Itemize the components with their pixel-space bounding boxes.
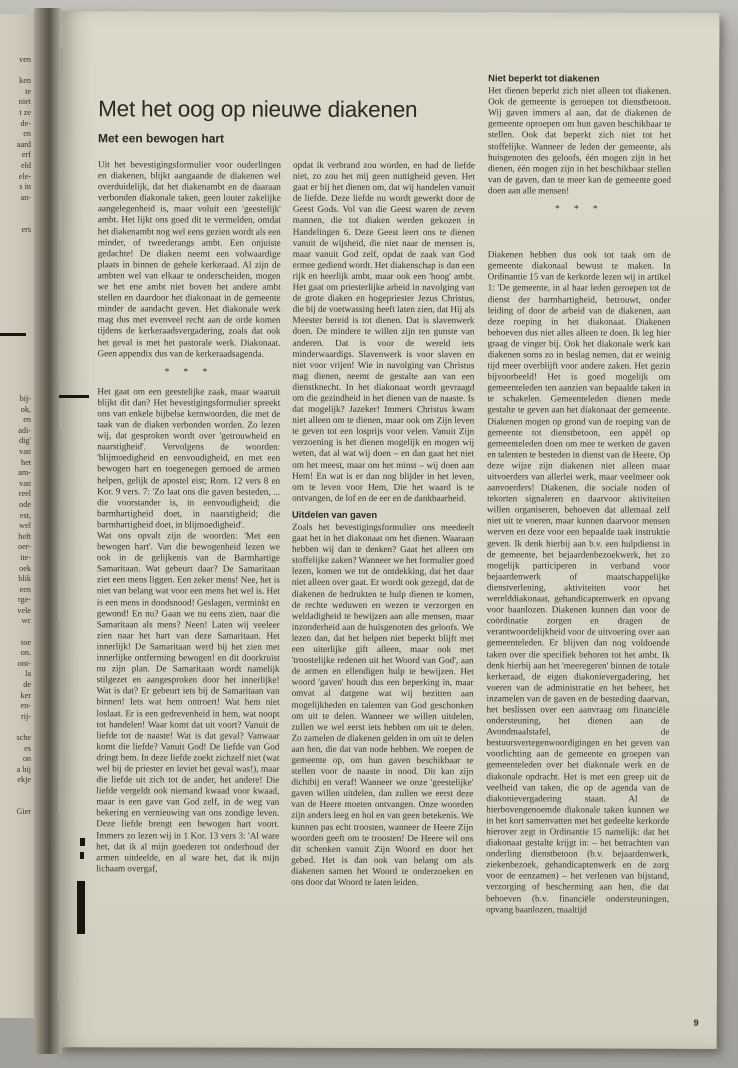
edge-text-fragment [0, 352, 34, 363]
edge-text-fragment: de- [20, 118, 31, 128]
edge-text-fragment: van [19, 446, 31, 456]
edge-text-fragment: ken [19, 76, 31, 86]
edge-text-fragment: on [22, 754, 31, 764]
scan-artifact-bar [77, 881, 85, 934]
edge-text-fragment [0, 66, 34, 77]
edge-text-fragment: ont- [17, 658, 31, 668]
adjacent-page-edge [0, 14, 34, 1018]
section-heading: Uitdelen van gaven [292, 508, 378, 520]
edge-text-fragment [0, 309, 34, 320]
edge-text-fragment: wc [21, 616, 31, 626]
page-number: 9 [693, 1017, 699, 1028]
edge-text-fragment: aard [16, 139, 31, 149]
edge-text-fragment [0, 320, 34, 331]
edge-text-fragment: niet [18, 97, 31, 107]
edge-text-fragment: heft [18, 531, 31, 541]
edge-text-fragment [0, 627, 34, 638]
edge-text-fragment [0, 299, 34, 310]
article-title: Met het oog op nieuwe diakenen [98, 96, 418, 123]
edge-text-fragment: ers [21, 224, 31, 234]
edge-text-fragment: est, [19, 510, 31, 520]
edge-text-fragment: ekje [17, 775, 31, 785]
edge-text-fragment [0, 256, 34, 267]
section-separator: * * * [164, 367, 214, 378]
paragraph: Het gaat om een geestelijke zaak, maar waaruit blijkt dit dan? Het bevestigingsformulier spreekt ons van enkele bijbelse kernwoorden, die met de taak van de diaken verbonden worden. Zo lezen wij, dat gesproken wordt over 'getrouwheid en naarstigheid'. Vervolgens de woorden: 'blijmoedigheid en eenvoudigheid, en met een bewogen hart en toegenegen gemoed de armen helpen, gelijk de apostel eist; Rom. 12 vers 8 en Kor. 9 vers. 7: 'Zo laat ons die gaven besteden, ... die voorstander is, in eenvoudigheid; die barmhartigheid doet, in naarstigheid; die barmhartigheid doet, in blijmoedigheid'. [97, 386, 281, 530]
book-gutter-shadow [34, 8, 62, 1054]
text-column-3 [486, 72, 671, 915]
edge-text-fragment [0, 373, 34, 384]
edge-text-fragment: reel [18, 489, 31, 499]
edge-text-fragment: s in [19, 182, 31, 192]
edge-text-fragment [0, 214, 34, 225]
edge-text-fragment [0, 722, 34, 733]
edge-text-fragment: oer- [17, 542, 31, 552]
edge-text-fragment: la [25, 669, 31, 679]
edge-text-fragment: blik [18, 574, 31, 584]
edge-text-fragment: a bij [16, 764, 31, 774]
spacer [488, 223, 671, 249]
edge-text-fragment [0, 383, 34, 394]
section-heading: Niet beperkt tot diakenen [488, 72, 600, 84]
paragraph: Het dienen beperkt zich niet alleen tot diakenen. Ook de gemeente is geroepen tot dienstbetoon. Wij gaven immers al aan, dat de diakenen de gemeente oproepen om hun gaven beschikbaar te stellen. Ook dat beperkt zich niet tot het stoffelijke. Wanneer de leden der gemeente, als huisgenoten des geloofs, één mogen zijn in het dienen, één mogen zijn in het beschikbaar stellen van de gaven, dan te meer kan de gemeente goed doen aan alle mensen! [487, 85, 672, 196]
edge-text-fragment [0, 235, 34, 246]
edge-text-fragment: rij- [20, 711, 31, 721]
edge-text-fragment [0, 362, 34, 373]
edge-text-fragment [0, 341, 34, 352]
edge-text-fragment: es [24, 743, 31, 753]
article-header [98, 96, 475, 146]
edge-text-fragment: Gier [16, 807, 31, 817]
edge-text-fragment: ok, [20, 404, 31, 414]
edge-text-fragment: dig' [19, 436, 31, 446]
edge-text-fragment: van [19, 478, 31, 488]
edge-text-fragment: toe [20, 637, 31, 647]
edge-text-fragment: ven [19, 55, 31, 64]
magazine-page [59, 11, 720, 1049]
edge-text-fragment [0, 786, 34, 797]
edge-text-fragment: bij- [19, 394, 31, 403]
edge-text-fragment: oek [19, 563, 31, 573]
paragraph: Uit het bevestigingsformulier voor ouderlingen en diakenen, blijkt aangaande de diakenen wel overduidelijk, dat het diakenambt en de daaraan verbonden diakonale taken, geen louter zakelijke aangelegenheid is, maar voluit een 'geestelijk' ambt. Het lijkt ons goed dit te vermelden, omdat het diakenambt nog wel eens gezien wordt als een minder, of tweederangs ambt. Een onjuiste gedachte! De diaken neemt een volwaardige plaats in binnen de gehele kerkeraad. Al zijn de ambten wel van elkaar te onderscheiden, mogen we het ene ambt niet boven het andere ambt stellen en daardoor het diakonaat in de gemeente minder de aandacht geven. Het diakonale werk mag dus met evenveel recht aan de orde komen tijdens de kerkeraadsvergadering, zoals dat ook het geval is met het pastorale werk. Diakonaat. Geen appendix dus van de kerkeraadsagenda. [97, 159, 281, 359]
paragraph: Diakenen hebben dus ook tot taak om de gemeente diakonaal bewust te maken. In Ordinantie 15 van de kerkorde lezen wij in artikel 1: 'De gemeente, in al haar leden geroepen tot de dienst der barmhartigheid, betrouwt, onder leiding of door de arbeid van de diakenen, aan deze roeping in het diakonaat. Diakenen behoeven dus niet alles alleen te doen. Ik leg hier graag de vinger bij. Ook het diakonale werk kan diakenen soms zo in beslag nemen, dat er weinig tijd meer overblijft voor andere zaken. Het gezin bijvoorbeeld! Het is goed mogelijk om gemeenteleden ten aanzien van bepaalde taken in te schakelen. Gemeenteleden dienen mede gestalte te geven aan het diakonaat der gemeente. Diakenen mogen op grond van de roeping van de gemeente tot dienstbetoon, een appèl op gemeenteleden doen om mee te werken de gaven en talenten te besteden in dienst van de Heere. Op deze wijze zijn diakenen niet alleen maar uitvoerders van allerlei werk, maar veelmeer ook aanvoerders! Diakenen, die sociale noden of tekorten signaleren en daarvoor aktiviteiten willen organiseren, behoeven dat allemaal zelf niet uit te voeren, maar kunnen daarvoor mensen werven en deze voor een bepaalde taak instruktie geven. Ik denk hierbij aan b.v. een hulpdienst in de gemeente, het bejaardenbezoekwerk, het zo mogelijk participeren in verband voor bejaardenwerk of maatschappelijke dienstverlening, aktiviteiten voor het werelddiakonaat, gehandicaptenwerk en opvang voor baanlozen. Diakenen kunnen dan voor de coördinatie zorgen en dragen de verantwoordelijkheid voor de uitvoering over aan gemeenteleden. Er blijven dan nog voldoende taken over die specifiek behoren tot het ambt. Ik denk hierbij aan het 'meeregeren' binnen de totale kerkeraad, de eigen diakonievergadering, het voeren van de administratie en het beheer, het inzamelen van de gaven en de besteding daarvan, het beslissen over een aanvraag om financiële ondersteuning, het dienen aan de Avondmaalstafel, de bestuursvertegenwoordigingen en het geven van voorlichting aan de gemeente en groepen van gemeenteleden over het diakonale werk en de diakonale opdracht. Het is met een greep uit de veelheid van taken, die op de agenda van de diakonievergadering staan. Al de hierbovengenoemde diakonale taken kunnen we in het kort samenvatten met het gedeelte kerkorde hierover zegt in Ordinantie 15 namelijk: dat het diakonaat gestalte krijgt in: – het betrachten van onderling dienstbetoon (b.v. bejaardenwerk, ziekenbezoek, gehandicaptenwerk en de zorg voor de eenzamen) – het verlenen van bijstand, verzorging of bescherming aan hen, die dat behoeven (b.v. financiële ondersteuningen, opvang baanlozen, maaltijd [485, 249, 671, 915]
edge-text-fragment: en [23, 129, 31, 139]
edge-text-fragment: an- [20, 192, 31, 202]
edge-text-fragment: ite- [20, 552, 31, 562]
text-column-1 [96, 159, 281, 874]
scan-artifact-mark [80, 852, 84, 859]
edge-text-fragment: vele [17, 605, 31, 615]
edge-text-fragment: te [25, 86, 31, 96]
text-column-2 [291, 160, 475, 889]
paragraph: Wat ons opvalt zijn de woorden: 'Met een bewogen hart'. Van die bewogenheid lezen we ook in de gelijkenis van de Barmhartige Samaritaan. Wat gebeurt daar? De Samaritaan ziet een mens liggen. Een zeker mens! Nee, het is niet van belang wat voor een mens het wel is. Het is een mens in doodsnood! Geslagen, verminkt en gewond! En nu? Gaan we nu eens zien, naar die Samaritaan als mens? Neen! Laten wij veeleer zien naar het hart van deze Samaritaan. Het innerlijk! De Samaritaan werd bij het zien met innerlijke ontferming bewogen! en dit doorkruist nu zijn plan. De Samaritaan wordt namelijk stilgezet en aangesproken door het innerlijke! Wat is dat? Er gebeurt iets bij de Samaritaan van binnen! Iets wat hem ontroert! Wat hem niet loslaat. Er is een gedrevenheid in hem, wat noopt tot handelen! Waar komt dat uit voort? Vanuit de liefde tot de naaste! Wat is dat geval? Vanwaar komt die liefde? Vanuit God! De liefde van God dringt hem. In deze liefde zoekt zichzelf niet (wat wel bij de priester en leviet het geval was!), maar die liefde uit zich tot de ander, het andere! Die liefde vergeldt ook niemand kwaad voor kwaad, maar is een gave van God zelf, in de weg van bekering en vernieuwing van ons zondige leven. Deze liefde brengt een bewogen hart voort. Immers zo lezen wij in 1 Kor. 13 vers 3: 'Al ware het, dat ik al mijn goederen tot onderhoud der armen uitdeelde, en al ware het, dat ik mijn lichaam overgaf, [96, 530, 280, 874]
scan-artifact-mark [80, 838, 85, 846]
edge-text-fragment: erf [21, 150, 31, 160]
edge-text-fragment: ker [20, 690, 31, 700]
edge-text-fragment [0, 246, 34, 257]
edge-text-fragment [0, 267, 34, 278]
edge-text-fragment: een [19, 584, 31, 594]
edge-text-fragment: en- [20, 701, 31, 711]
edge-text-fragment [0, 277, 34, 288]
paragraph: opdat ik verbrand zou worden, en had de liefde niet, zo zou het mij geen nuttigheid geven. Het gaat er bij het dienen om, dat wij handelen vanuit de liefde. Deze liefde nu wordt gewerkt door de Geest Gods. Vol van die Geest waren de zeven mannen, die tot diaken werden gekozen in Handelingen 6. Deze Geest leert ons te dienen vanuit de wijsheid, die niet naar de mensen is, maar vanuit God zelf, opdat de zaak van God ermee gediend wordt. Het diakenschap is dan een rijk en heerlijk ambt, maar ook een 'hoog' ambt. Het gaat om priesterlijke arbeid in navolging van de grote diaken en hogepriester Jezus Christus, die bij de voetwassing heeft laten zien, dat Hij als Meester bereid is tot dienen. Dat is slavenwerk doen. De mindere te willen zijn ten gunste van anderen. Dat is voor de wereld iets minderwaardigs. Slavenwerk is voor slaven en niet voor vrijen! Wie in navolging van Christus mag dienen, neemt de gestalte aan van een dienstknecht. In het diakonaat wordt gevraagd om die gezindheid in het dienen van de naaste. Is dat mogelijk? Jazeker! Immers Christus kwam niet alleen om te dienen, maar ook om Zijn leven te geven tot een losprijs voor velen. Vanuit Zijn verzoening is het dienen mogelijk en mogen wij weten, dat al wat wij doen – en dan gaat het niet om het meest, maar om het minst – wij doen aan Hem! En wat is er dan nog blijder in het leven, om te leven voor Hem, Die het waard is te ontvangen, de lof en de eer en de dankbaarheid. [292, 159, 475, 504]
edge-text-fragment: t ze [19, 107, 31, 117]
edge-text-fragment: rge- [17, 595, 31, 605]
section-separator: * * * [555, 204, 604, 215]
edge-text-fragment: ode [19, 499, 31, 509]
edge-text-fragment: eld [20, 160, 31, 170]
scan-artifact-line [0, 333, 26, 336]
edge-text-fragment: adi- [18, 425, 31, 435]
edge-text-fragment [0, 288, 34, 299]
edge-text-fragment: ele- [18, 171, 31, 181]
edge-text-fragment: en [23, 415, 31, 425]
edge-text-fragment [0, 797, 34, 808]
edge-text-fragment: sche [16, 733, 31, 742]
paragraph: Zoals het bevestigingsformulier ons meedeelt gaat het in het diakonaat om het dienen. Waaraan hebben wij dan te denken? Gaat het alleen om stoffelijke zaken? Wanneer we het formulier goed lezen, komen we tot de ontdekking, dat het daar niet alleen over gaat. Er wordt ook gezegd, dat de diakenen de bedrukten te hulp dienen te komen, de rechte weduwen en wezen te verzorgen en weldadigheid te bewijzen aan alle mensen, maar inzonderheid aan de huisgenoten des geloofs. We lezen dan, dat het helpen niet beperkt blijft met een uiterlijke gift alleen, maar ook met 'troostelijke redenen uit het Woord van God', aan de armen en ellendigen hulp te bewijzen. Het woord 'gaven' houdt dus een beperking in, maar omvat al datgene wat wij bezitten aan mogelijkheden en talenten van God geschonken om uit te delen. Wanneer we willen uitdelen, zullen we wel eerst iets hebben om uit te delen. Zo zamelen de diakenen gelden in om uit te delen aan hen, die dat van node hebben. We roepen de gemeente op, om hun gaven beschikbaar te stellen voor de naaste in nood. Dit kan zijn dichtbij en veraf! Wanneer we onze 'geestelijke' gaven willen uitdelen, dan zullen we eerst deze van de Heere moeten ontvangen. Onze woorden zijn anders leeg en hol en van geen betekenis. We kunnen pas echt troosten, wanneer de Heere Zijn woorden geeft om te troosten! De Heere wil ons dit schenken vanuit Zijn Woord en door het gebed. Het is dan ook van belang om als diakenen samen het Woord te onderzoeken en ons door dat Woord te laten leiden. [291, 521, 475, 888]
edge-text-fragment: wel [19, 521, 31, 531]
edge-text-fragment: on. [20, 648, 31, 658]
edge-text-fragment [0, 203, 34, 214]
edge-text-fragment: de [23, 680, 31, 690]
article-subtitle: Met een bewogen hart [98, 131, 225, 146]
edge-text-fragment: het [20, 457, 31, 467]
scan-artifact-line [59, 395, 89, 398]
edge-text-fragment: am- [18, 468, 31, 478]
